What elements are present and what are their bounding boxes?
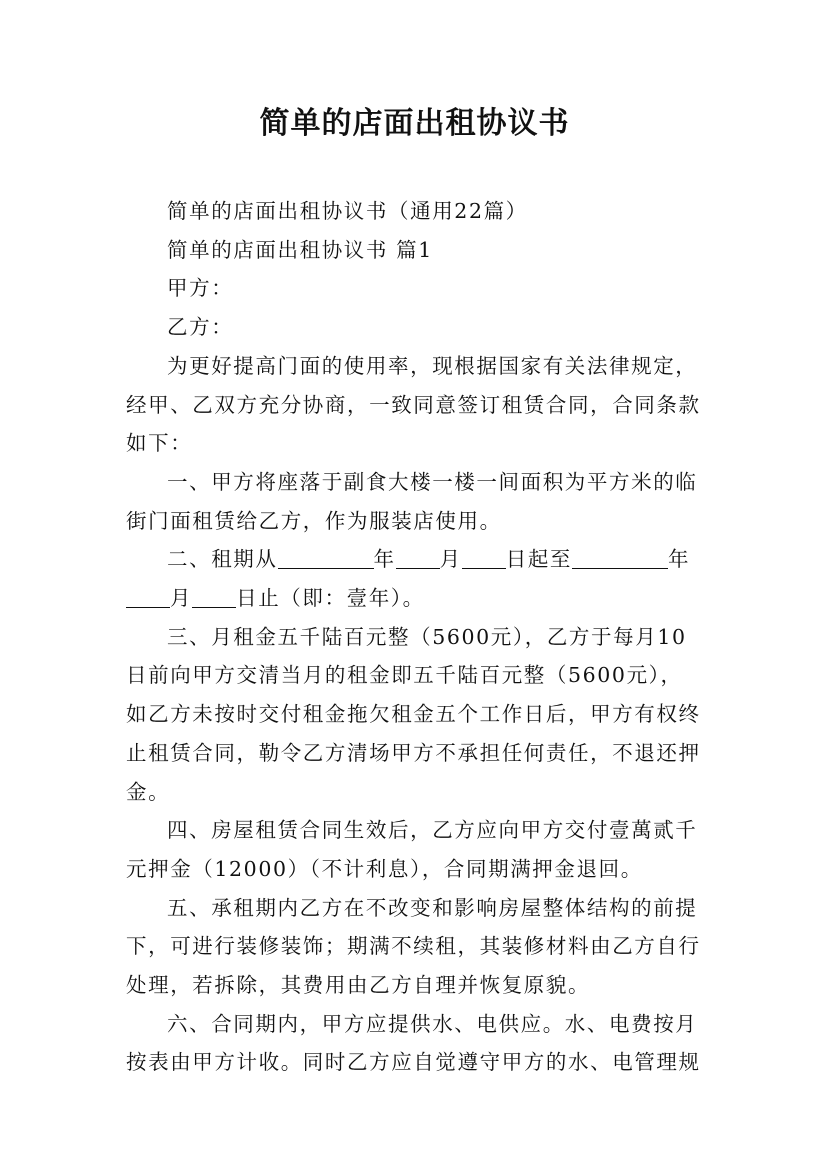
section-heading: 简单的店面出租协议书 篇1 <box>167 237 433 262</box>
clause-1: 一、甲方将座落于副食大楼一楼一间面积为平方米的临街门面租赁给乙方，作为服装店使用。 <box>126 469 698 533</box>
party-b-line: 乙方： <box>167 315 234 340</box>
clause-4: 四、房屋租赁合同生效后，乙方应向甲方交付壹萬贰千元押金（12000）（不计利息），合同期满押金退回。 <box>126 818 698 881</box>
blank-end-year <box>572 548 668 570</box>
clause-2-end-year-label: 年 <box>668 547 691 572</box>
intro-paragraph: 为更好提高门面的使用率，现根据国家有关法律规定，经甲、乙双方充分协商，一致同意签订租赁合同，合同条款如下： <box>126 353 701 456</box>
party-a-line: 甲方： <box>167 276 234 301</box>
clause-2-prefix: 二、租期从 <box>167 547 278 572</box>
blank-end-day <box>192 587 236 609</box>
clause-2-end-month-label: 月 <box>170 586 193 611</box>
blank-start-year <box>278 548 374 570</box>
clause-2-year-label: 年 <box>373 547 396 572</box>
clause-2-month-label: 月 <box>439 547 462 572</box>
clause-3: 三、月租金五千陆百元整（5600元），乙方于每月10日前向甲方交清当月的租金即五千陆百元整（5600元），如乙方未按时交付租金拖欠租金五个工作日后，甲方有权终止租赁合同，勒令乙方清场甲方不承担任何责任，不退还押金。 <box>126 624 701 804</box>
blank-end-month <box>126 587 170 609</box>
clause-2-day-label: 日起至 <box>505 547 573 572</box>
clause-5: 五、承租期内乙方在不改变和影响房屋整体结构的前提下，可进行装修装饰；期满不续租，其装修材料由乙方自行处理，若拆除，其费用由乙方自理并恢复原貌。 <box>126 895 701 998</box>
blank-start-day <box>462 548 506 570</box>
blank-start-month <box>396 548 440 570</box>
document-title: 简单的店面出租协议书 <box>259 106 570 141</box>
clause-2 <box>126 540 703 617</box>
document-body <box>126 192 703 1082</box>
clause-6: 六、合同期内，甲方应提供水、电供应。水、电费按月按表由甲方计收。同时乙方应自觉遵守甲方的水、电管理规 <box>126 1011 701 1075</box>
clause-2-suffix: 日止（即：壹年）。 <box>236 586 425 611</box>
document-subtitle: 简单的店面出租协议书（通用22篇） <box>167 199 528 223</box>
